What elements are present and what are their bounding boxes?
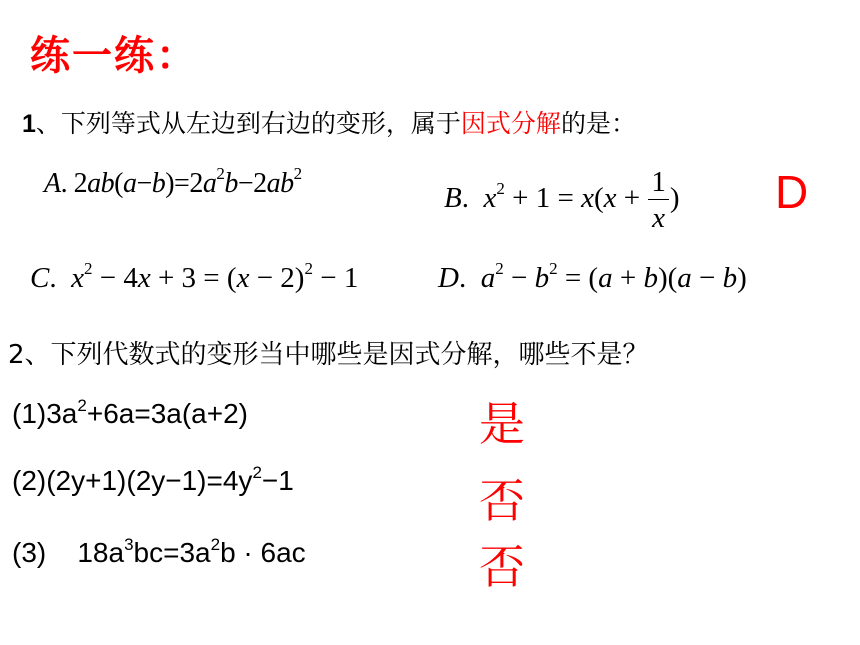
question-2-item-2: $(2)(2y+1)(2y-1)=4y^2-1$ — [12, 463, 294, 496]
option-d: D. $a^2 - b^2 = (a + b)(a - b)$ — [438, 259, 747, 294]
question-1-answer: D — [775, 166, 809, 218]
question-2-item-3: (3) $18a^3bc=3a^2b \cdot 6ac$ — [12, 535, 306, 568]
question-2-answer-3: 否 — [479, 540, 525, 594]
question-1-highlight: 因式分解 — [460, 109, 561, 138]
question-1-number: 1 — [22, 110, 36, 138]
question-2: 2、下列代数式的变形当中哪些是因式分解，哪些不是？ — [8, 340, 649, 370]
question-2-item-1: $(1)3a^2+6a=3a(a+2)$ — [12, 396, 248, 429]
option-a: A. $2ab(a-b)=2a^2b-2ab^2$ — [44, 164, 302, 199]
slide-title: 练一练： — [30, 33, 198, 79]
question-2-answer-1: 是 — [479, 397, 525, 451]
question-1-text-after: 的是： — [560, 109, 636, 138]
option-b: B. $x^2 + 1 = x(x$ + $\frac{1}{x}$ ) — [444, 166, 680, 234]
question-1-text-before: 、下列等式从左边到右边的变形，属于 — [35, 109, 461, 138]
question-1 — [22, 104, 636, 140]
option-c: C. $x^2 - 4x + 3 = (x - 2)^2 - 1$ — [30, 259, 359, 294]
fraction-one-over-x: $\frac{1}{x}$ — [648, 168, 669, 233]
question-2-answer-2: 否 — [479, 474, 525, 528]
